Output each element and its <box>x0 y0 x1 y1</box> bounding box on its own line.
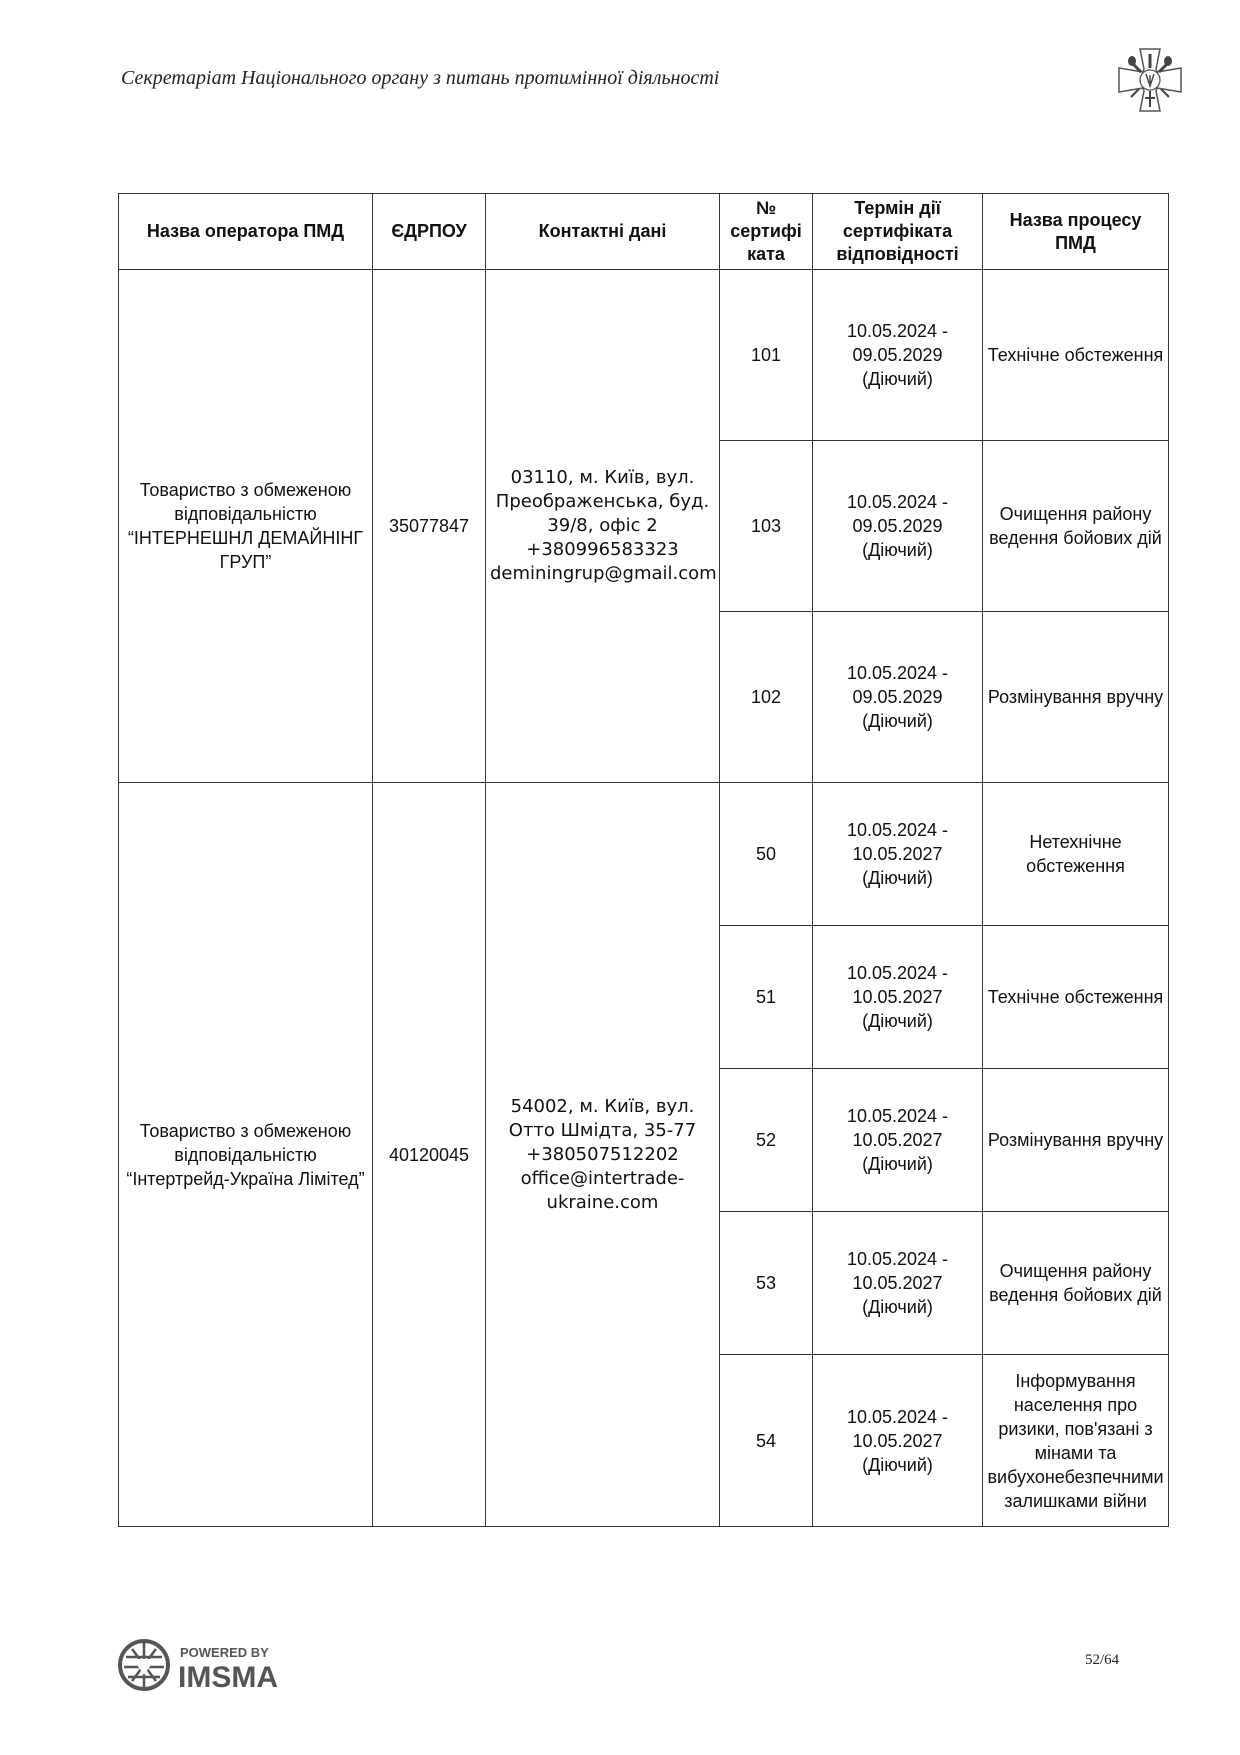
column-header-term: Термін дії сертифіката відповідності <box>813 194 983 270</box>
certificates-table <box>118 193 1169 1527</box>
logo-imsma: IMSMA <box>178 1661 278 1693</box>
cert-term: 10.05.2024 - 10.05.2027 (Діючий) <box>813 1212 983 1355</box>
page-number: 52/64 <box>1085 1652 1120 1668</box>
edrpou-code: 40120045 <box>373 783 486 1527</box>
ministry-emblem-icon <box>1117 47 1183 113</box>
column-header-process: Назва процесу ПМД <box>983 194 1169 270</box>
cert-number: 101 <box>720 270 813 441</box>
column-header-cert-number: № сертифі ката <box>720 194 813 270</box>
cert-term: 10.05.2024 - 09.05.2029 (Діючий) <box>813 612 983 783</box>
cert-number: 52 <box>720 1069 813 1212</box>
cert-term: 10.05.2024 - 10.05.2027 (Діючий) <box>813 1069 983 1212</box>
edrpou-code: 35077847 <box>373 270 486 783</box>
column-header-edrpou: ЄДРПОУ <box>373 194 486 270</box>
cert-term: 10.05.2024 - 09.05.2029 (Діючий) <box>813 441 983 612</box>
globe-icon <box>120 1641 168 1689</box>
cert-number: 103 <box>720 441 813 612</box>
operator-name: Товариство з обмеженою відповідальністю “Інтертрейд-Україна Лімітед” <box>119 783 373 1527</box>
process-name: Розмінування вручну <box>983 1069 1169 1212</box>
imsma-logo <box>118 1637 278 1693</box>
cert-term: 10.05.2024 - 09.05.2029 (Діючий) <box>813 270 983 441</box>
cert-term: 10.05.2024 - 10.05.2027 (Діючий) <box>813 926 983 1069</box>
logo-powered-by: POWERED BY <box>180 1645 269 1660</box>
cert-number: 53 <box>720 1212 813 1355</box>
table-header-row <box>119 194 1169 270</box>
cert-term: 10.05.2024 - 10.05.2027 (Діючий) <box>813 1355 983 1527</box>
contact-details: 03110, м. Київ, вул. Преображенська, буд. 39/8, офіс 2 +380996583323 deminingrup@gmail.com <box>486 270 720 783</box>
column-header-contact: Контактні дані <box>486 194 720 270</box>
process-name: Нетехнічне обстеження <box>983 783 1169 926</box>
process-name: Технічне обстеження <box>983 270 1169 441</box>
process-name: Очищення району ведення бойових дій <box>983 1212 1169 1355</box>
document-header-title: Секретаріат Національного органу з питань протимінної діяльності <box>121 67 720 89</box>
table-row <box>119 783 1169 926</box>
cert-number: 50 <box>720 783 813 926</box>
process-name: Технічне обстеження <box>983 926 1169 1069</box>
cert-number: 51 <box>720 926 813 1069</box>
cert-term: 10.05.2024 - 10.05.2027 (Діючий) <box>813 783 983 926</box>
process-name: Очищення району ведення бойових дій <box>983 441 1169 612</box>
process-name: Розмінування вручну <box>983 612 1169 783</box>
operator-name: Товариство з обмеженою відповідальністю “ІНТЕРНЕШНЛ ДЕМАЙНІНГ ГРУП” <box>119 270 373 783</box>
column-header-operator: Назва оператора ПМД <box>119 194 373 270</box>
table-row <box>119 270 1169 441</box>
cert-number: 54 <box>720 1355 813 1527</box>
contact-details: 54002, м. Київ, вул. Отто Шмідта, 35-77 +380507512202 office@intertrade-ukraine.com <box>486 783 720 1527</box>
cert-number: 102 <box>720 612 813 783</box>
process-name: Інформування населення про ризики, пов'язані з мінами та вибухонебезпечними залишками війни <box>983 1355 1169 1527</box>
